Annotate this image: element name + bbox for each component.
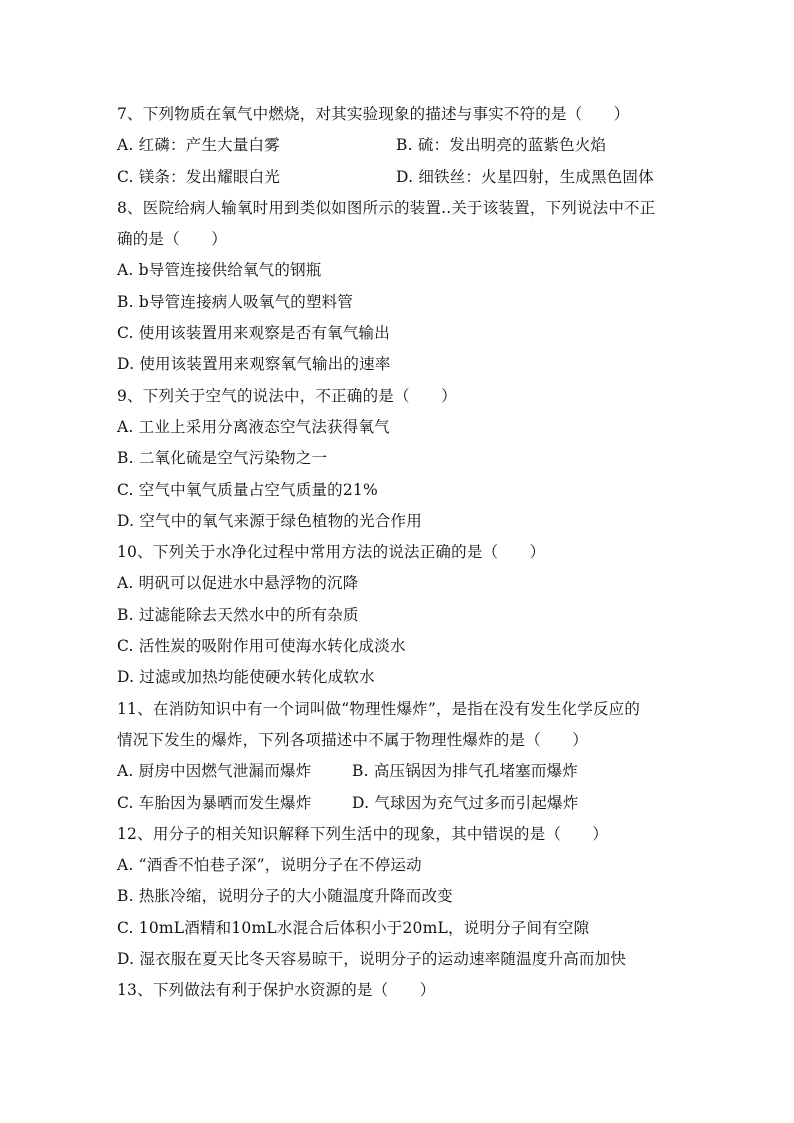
q8-option-c: C. 使用该装置用来观察是否有氧气输出 [117, 324, 390, 343]
q12-option-c: C. 10mL酒精和10mL水混合后体积小于20mL，说明分子间有空隙 [117, 918, 590, 937]
q9-option-c: C. 空气中氧气质量占空气质量的21% [117, 480, 378, 499]
q10-option-d: D. 过滤或加热均能使硬水转化成软水 [117, 668, 375, 687]
q11-option-a: A. 厨房中因燃气泄漏而爆炸 [117, 762, 312, 781]
q9-option-d: D. 空气中的氧气来源于绿色植物的光合作用 [117, 511, 422, 530]
q7-stem: 7、下列物质在氧气中燃烧，对其实验现象的描述与事实不符的是（ ） [117, 105, 630, 123]
q11-option-d: D. 气球因为充气过多而引起爆炸 [352, 793, 579, 812]
q10-option-b: B. 过滤能除去天然水中的所有杂质 [117, 605, 359, 624]
q7-option-b: B. 硫：发出明亮的蓝紫色火焰 [396, 136, 607, 155]
q12-option-b: B. 热胀冷缩，说明分子的大小随温度升降而改变 [117, 887, 453, 906]
q11-option-b: B. 高压锅因为排气孔堵塞而爆炸 [352, 762, 578, 781]
q7-options-row-2 [117, 162, 677, 193]
q11-options-row-2 [117, 788, 677, 819]
q7-option-d: D. 细铁丝：火星四射，生成黑色固体 [396, 167, 654, 186]
q8-option-a: A. b导管连接供给氧气的钢瓶 [117, 261, 322, 280]
q11-option-c: C. 车胎因为暴晒而发生爆炸 [117, 793, 312, 812]
q13-stem: 13、下列做法有利于保护水资源的是（ ） [117, 981, 436, 1000]
q7-option-a: A. 红磷：产生大量白雾 [117, 136, 280, 155]
q7-options-row-1 [117, 130, 677, 161]
q12-stem: 12、用分子的相关知识解释下列生活中的现象，其中错误的是（ ） [117, 824, 609, 843]
q10-option-a: A. 明矾可以促进水中悬浮物的沉降 [117, 574, 359, 593]
q9-stem: 9、下列关于空气的说法中，不正确的是（ ） [117, 386, 457, 405]
q8-option-d: D. 使用该装置用来观察氧气输出的速率 [117, 355, 391, 374]
q8-stem-line-2: 确的是（ ） [117, 230, 227, 249]
question-page [117, 99, 677, 1007]
q9-option-a: A. 工业上采用分离液态空气法获得氧气 [117, 417, 390, 436]
q10-option-c: C. 活性炭的吸附作用可使海水转化成淡水 [117, 637, 406, 656]
q12-option-d: D. 湿衣服在夏天比冬天容易晾干，说明分子的运动速率随温度升高而加快 [117, 950, 627, 969]
q12-option-a: A. “酒香不怕巷子深”，说明分子在不停运动 [117, 856, 422, 875]
q10-stem: 10、下列关于水净化过程中常用方法的说法正确的是（ ） [117, 543, 546, 562]
q11-stem-line-1: 11、在消防知识中有一个词叫做“物理性爆炸”，是指在没有发生化学反应的 [117, 699, 641, 718]
q11-options-row-1 [117, 756, 677, 787]
q9-option-b: B. 二氧化硫是空气污染物之一 [117, 449, 328, 468]
q8-option-b: B. b导管连接病人吸氧气的塑料管 [117, 292, 354, 311]
q7-option-c: C. 镁条：发出耀眼白光 [117, 167, 281, 186]
q8-stem-line-1: 8、医院给病人输氧时用到类似如图所示的装置..关于该装置，下列说法中不正 [117, 198, 656, 217]
q11-stem-line-2: 情况下发生的爆炸，下列各项描述中不属于物理性爆炸的是（ ） [117, 730, 589, 749]
